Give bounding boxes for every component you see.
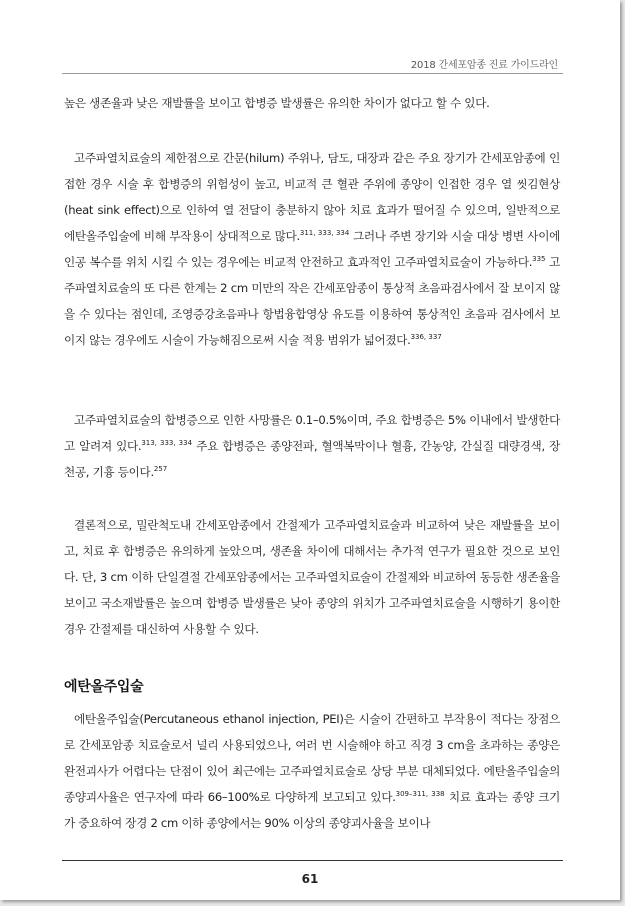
paragraph-text: 주요 합병증은 종양전파, 혈액복막이나 혈흉, 간농양, 간실질 대량경색, 장 천공, 기흉 등이다.: [64, 439, 560, 479]
paragraph-text: 에탄올주입술(Percutaneous ethanol injection, PEI)은 시술이 간편하고 부작용이 적다는 장점으로 간세포암종 치료술로서 널리 사용되었으나, 여러 번 시술해야 하고 직경 3 cm을 초과하는 종양은 완전괴사가 어렵다는 단점이 있어 최근에는 고주파열치료술로 상당 부분 대체되었다. 에탄올주입술의 종양괴사율은 연구자에 따라 66–100%로 다양하게 보고되고 있다.: [64, 712, 560, 804]
running-header: 2018 간세포암종 진료 가이드라인: [410, 60, 558, 71]
citation: 335: [532, 255, 546, 263]
footer-divider: [62, 860, 563, 861]
header-divider: [62, 73, 563, 74]
paragraph-text: 고주파열치료술의 또 다른 한계는 2 cm 미만의 작은 간세포암종이 통상적 초음파검사에서 잘 보이지 않을 수 있다는 점인데, 조영증강초음파나 항법융합영상 유도를 이용하여 통상적인 초음파 검사에서 보이지 않는 경우에도 시술이 가능해짐으로써 시술 적용 범위가 넓어졌다.: [64, 255, 560, 347]
citation: 309–311, 338: [395, 790, 445, 798]
page-number: 61: [301, 872, 319, 886]
section-heading: 에탄올주입술: [64, 679, 144, 695]
citation: 311, 333, 334: [299, 229, 350, 237]
paragraph-conclusion: [64, 512, 560, 642]
paragraph-text: 치료 효과는 종양 크기가 중요하여 장경 2 cm 이하 종양에서는 90% 이상의 종양괴사율을 보이나: [64, 790, 561, 830]
paragraph-text: 그러나 주변 장기와 시술 대상 병변 사이에 인공 복수를 위치 시킬 수 있는 경우에는 비교적 안전하고 효과적인 고주파열치료술이 가능하다.: [64, 229, 561, 269]
paragraph-rfa-limitations: [64, 145, 560, 353]
paragraph-pei: [64, 706, 560, 836]
citation: 313, 333, 334: [141, 439, 193, 447]
paragraph-text: 결론적으로, 밀란척도내 간세포암종에서 간절제가 고주파열치료술과 비교하여 낮은 재발률을 보이고, 치료 후 합병증은 유의하게 높았으며, 생존율 차이에 대해서는 추가적 연구가 필요한 것으로 보인다. 단, 3 cm 이하 단일결절 간세포암종에서는 고주파열치료술이 간절제와 비교하여 동등한 생존율을 보이고 국소재발률은 높으며 합병증 발생률은 낮아 종양의 위치가 고주파열치료술을 시행하기 용이한 경우 간절제를 대신하여 사용할 수 있다.: [64, 518, 560, 636]
paragraph-text: 고주파열치료술의 제한점으로 간문(hilum) 주위나, 담도, 대장과 같은 주요 장기가 간세포암종에 인접한 경우 시술 후 합병증의 위험성이 높고, 비교적 큰 혈관 주위에 종양이 인접한 경우 열 씻김현상(heat sink effect)으로 인하여 열 전달이 충분하지 않아 치료 효과가 떨어질 수 있으며, 일반적으로 에탄올주입술에 비해 부작용이 상대적으로 많다.: [64, 151, 560, 243]
paragraph-rfa-complications: [64, 407, 560, 485]
citation: 257: [153, 465, 168, 473]
citation: 336, 337: [410, 333, 442, 341]
paragraph-text: 높은 생존율과 낮은 재발률을 보이고 합병증 발생률은 유의한 차이가 없다고 할 수 있다.: [64, 96, 490, 110]
paragraph-text: 고주파열치료술의 합병증으로 인한 사망률은 0.1–0.5%이며, 주요 합병증은 5% 이내에서 발생한다고 알려져 있다.: [64, 413, 560, 453]
paragraph-continuation: [64, 90, 560, 116]
